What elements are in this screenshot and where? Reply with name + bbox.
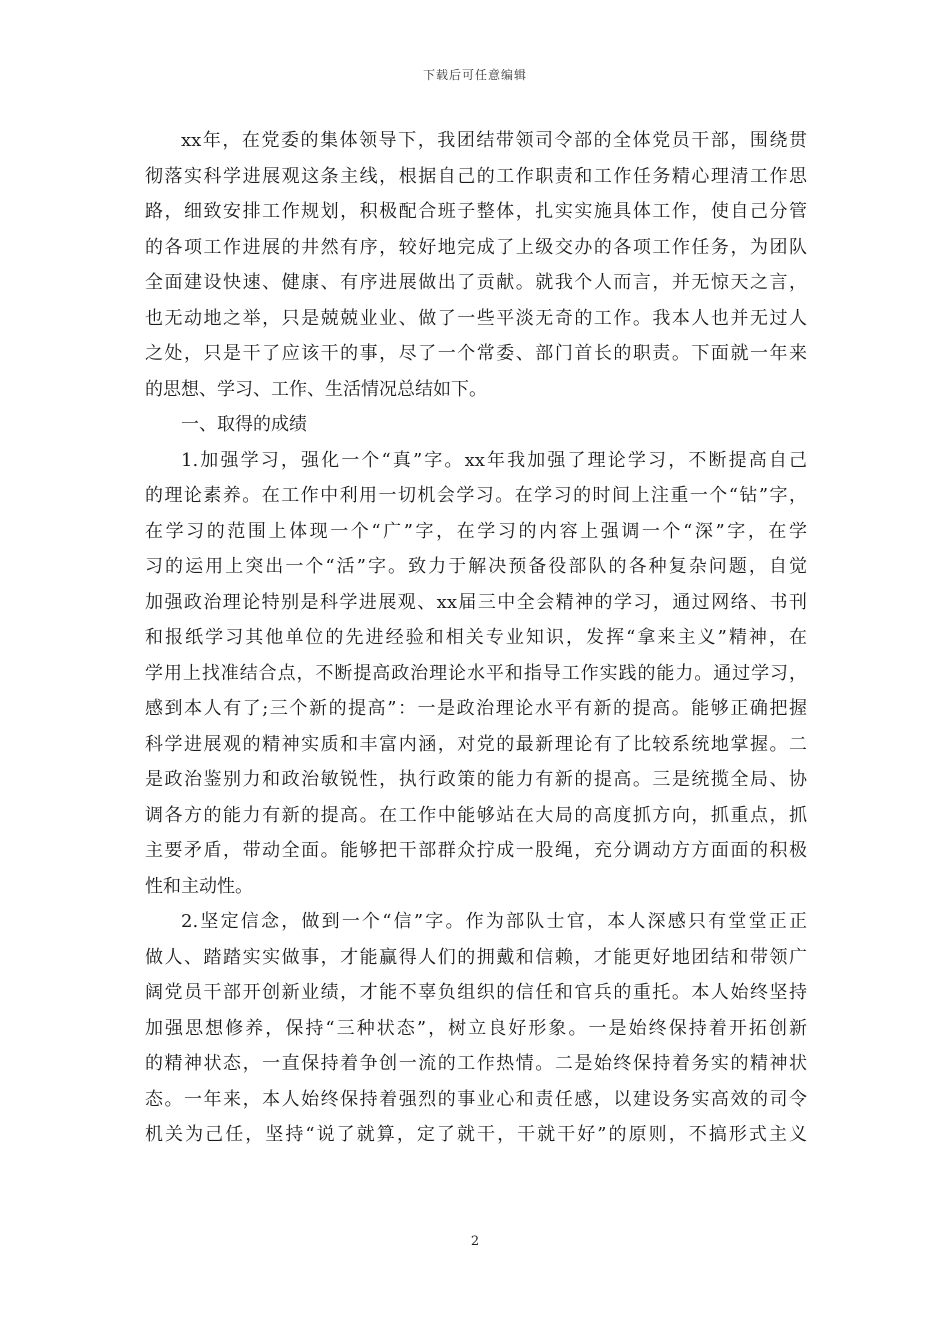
paragraph-line: 阔党员干部开创新业绩，才能不辜负组织的信任和官兵的重托。本人始终坚持 <box>145 982 807 1003</box>
paragraph-3 <box>145 904 807 1153</box>
paragraph-line: 科学进展观的精神实质和丰富内涵，对党的最新理论有了比较系统地掌握。二 <box>145 733 807 755</box>
paragraph-line: 和报纸学习其他单位的先进经验和相关专业知识，发挥“拿来主义”精神，在 <box>145 627 807 648</box>
paragraph-line: 加强思想修养，保持“三种状态”，树立良好形象。一是始终保持着开拓创新 <box>145 1017 807 1039</box>
paragraph-line: 彻落实科学进展观这条主线，根据自己的工作职责和工作任务精心理清工作思 <box>145 165 807 187</box>
paragraph-line: 全面建设快速、健康、有序进展做出了贡献。就我个人而言，并无惊天之言， <box>145 272 807 293</box>
paragraph-line: 态。一年来，本人始终保持着强烈的事业心和责任感，以建设务实高效的司令 <box>145 1088 807 1110</box>
paragraph-line: 是政治鉴别力和政治敏锐性，执行政策的能力有新的提高。三是统揽全局、协 <box>145 769 807 790</box>
document-body <box>145 123 807 1153</box>
paragraph-line: 性和主动性。 <box>145 875 253 897</box>
paragraph-line: 习的运用上突出一个“活”字。致力于解决预备役部队的各种复杂问题，自觉 <box>145 556 807 577</box>
page-header: 下载后可任意编辑 <box>422 68 527 82</box>
paragraph-line: 路，细致安排工作规划，积极配合班子整体，扎实实施具体工作，使自己分管 <box>145 201 807 222</box>
paragraph-line: 1.加强学习，强化一个“真”字。xx年我加强了理论学习，不断提高自己 <box>181 449 807 471</box>
paragraph-line: xx年，在党委的集体领导下，我团结带领司令部的全体党员干部，围绕贯 <box>181 130 807 151</box>
page-number: 2 <box>470 1234 480 1249</box>
paragraph-line: 也无动地之举，只是兢兢业业、做了一些平淡无奇的工作。我本人也并无过人 <box>145 307 807 329</box>
paragraph-line: 的各项工作进展的井然有序，较好地完成了上级交办的各项工作任务，为团队 <box>145 236 807 258</box>
paragraph-line: 的精神状态，一直保持着争创一流的工作热情。二是始终保持着务实的精神状 <box>145 1053 807 1074</box>
section-heading: 一、取得的成绩 <box>181 414 307 435</box>
paragraph-line: 2.坚定信念，做到一个“信”字。作为部队士官，本人深感只有堂堂正正 <box>181 911 807 932</box>
paragraph-1 <box>145 123 807 407</box>
paragraph-2 <box>145 443 807 905</box>
paragraph-line: 调各方的能力有新的提高。在工作中能够站在大局的高度抓方向，抓重点，抓 <box>145 804 807 826</box>
paragraph-line: 的思想、学习、工作、生活情况总结如下。 <box>145 378 487 400</box>
paragraph-line: 感到本人有了;三个新的提高”：一是政治理论水平有新的提高。能够正确把握 <box>145 698 807 719</box>
paragraph-line: 机关为己任，坚持“说了就算，定了就干，干就干好”的原则，不搞形式主义 <box>145 1124 807 1145</box>
paragraph-line: 加强政治理论特别是科学进展观、xx届三中全会精神的学习，通过网络、书刊 <box>145 591 807 613</box>
paragraph-line: 在学习的范围上体现一个“广”字，在学习的内容上强调一个“深”字，在学 <box>145 520 807 542</box>
paragraph-line: 主要矛盾，带动全面。能够把干部群众拧成一股绳，充分调动方方面面的积极 <box>145 840 807 861</box>
paragraph-line: 做人、踏踏实实做事，才能赢得人们的拥戴和信赖，才能更好地团结和带领广 <box>145 946 807 968</box>
paragraph-line: 之处，只是干了应该干的事，尽了一个常委、部门首长的职责。下面就一年来 <box>145 343 807 364</box>
paragraph-line: 的理论素养。在工作中利用一切机会学习。在学习的时间上注重一个“钻”字， <box>145 485 807 506</box>
paragraph-line: 学用上找准结合点，不断提高政治理论水平和指导工作实践的能力。通过学习， <box>145 662 807 684</box>
